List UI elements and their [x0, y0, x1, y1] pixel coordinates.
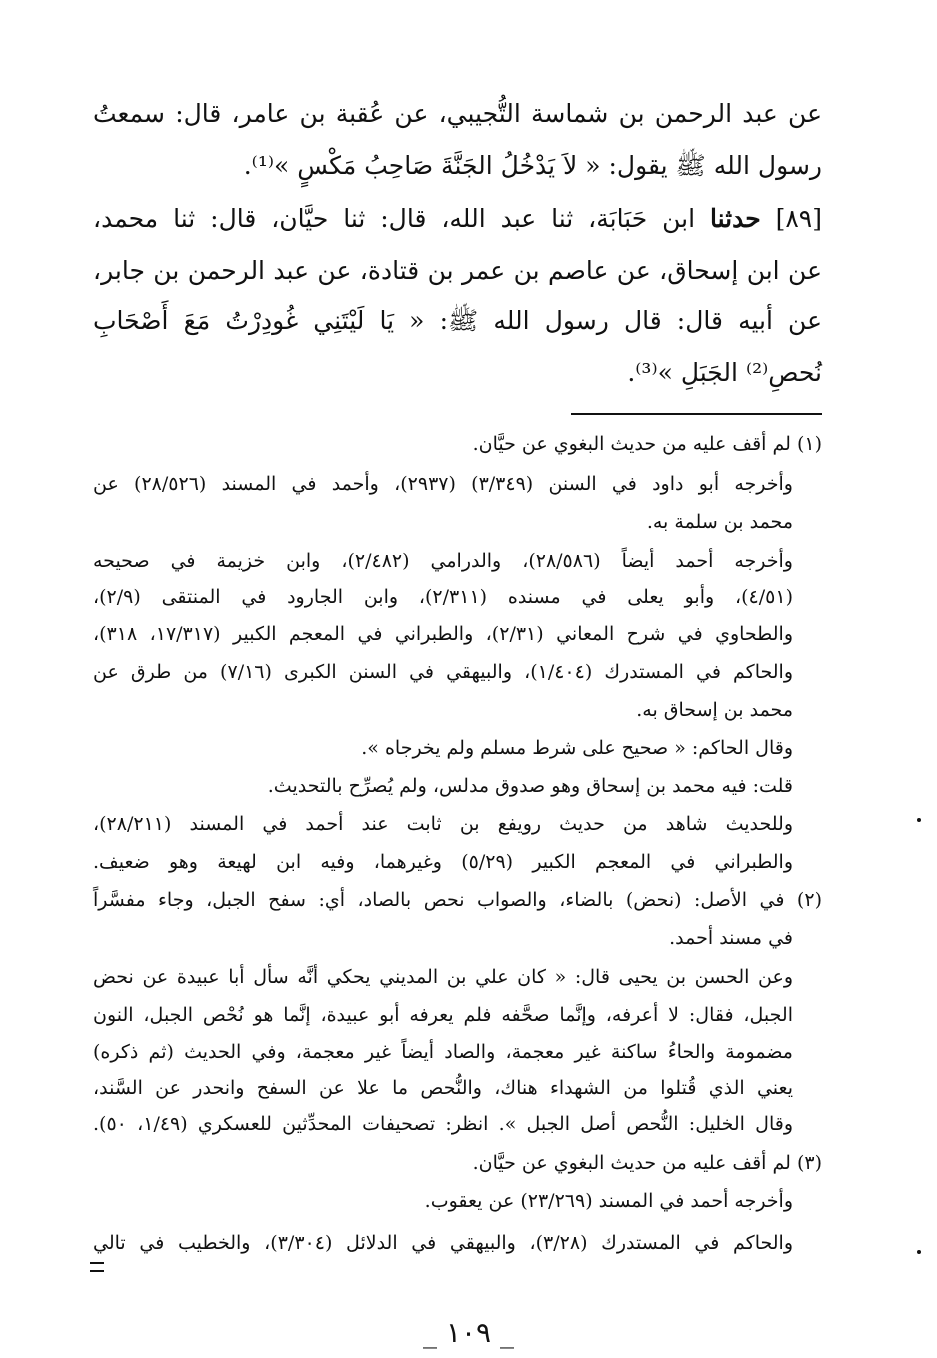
main-line-3-hadith-89: [٨٩] حدثنا ابن حَبَابَة، ثنا عبد الله، قال: ثنا حيَّان، قال: ثنا محمد،	[93, 204, 822, 233]
footnote-2-line-6: يعني الذي قُتلوا من الشهداء هناك، والنُّحص ما علا عن السفح وانحدر عن السَّند،	[93, 1077, 793, 1099]
main-line-5: عن أبيه قال: قال رسول الله ﷺ: « يَا لَيْتَنِي غُودِرْتُ مَعَ أَصْحَابِ	[93, 306, 822, 335]
footnote-2-line-7: وقال الخليل: النُّحص أصل الجبل ». انظر: تصحيفات المحدِّثين للعسكري (١/٤٩، ٥٠).	[93, 1113, 794, 1135]
footnote-1-line-4: وأخرجه أحمد أيضاً (٢٨/٥٨٦)، والدرامي (٢/٤٨٢)، وابن خزيمة في صحيحه	[93, 550, 793, 572]
footnote-2-line-1: (٢) في الأصل: (نحض) بالضاء، والصواب نحص بالصاد، أي: سفح الجبل، وجاء مفسَّراً	[93, 889, 822, 911]
footnote-3-line-2: وأخرجه أحمد في المسند (٢٣/٢٦٩) عن يعقوب.	[424, 1190, 793, 1212]
footnote-1-line-9: وقال الحاكم: « صحيح على شرط مسلم ولم يخرجاه ».	[361, 737, 793, 759]
footnote-1-line-1: (١) لم أقف عليه من حديث البغوي عن حيَّان.	[472, 433, 822, 455]
footnote-separator	[571, 413, 822, 415]
footnote-2-line-4: الجبل، فقال: لا أعرفه، وإنَّما صحَّفه فلم يعرفه أبو عبيدة، إنَّما هو نُحْص الجبل، النون	[93, 1004, 793, 1026]
footnote-3-line-1: (٣) لم أقف عليه من حديث البغوي عن حيَّان.	[472, 1152, 822, 1174]
footnote-1-line-10: قلت: فيه محمد بن إسحاق وهو صدوق مدلس، ولم يُصرِّح بالتحديث.	[267, 775, 793, 797]
footnote-3-line-3: والحاكم في المستدرك (٣/٢٨)، والبيهقي في الدلائل (٣/٣٠٤)، والخطيب في تالي	[93, 1232, 793, 1254]
main-line-6: نُحصِ⁽²⁾ الجَبَلِ »⁽³⁾.	[627, 358, 822, 387]
footnote-1-line-8: محمد بن إسحاق به.	[636, 699, 793, 721]
footnote-1-line-2: وأخرجه أبو داود في السنن (٣/٣٤٩) (٢٩٣٧)، وأحمد في المسند (٢٨/٥٢٦) عن	[93, 473, 793, 495]
main-line-1: عن عبد الرحمن بن شماسة التُّجيبي، عن عُقبة بن عامر، قال: سمعتُ	[93, 99, 822, 128]
main-line-4: عن ابن إسحاق، عن عاصم بن عمر بن قتادة، عن عبد الرحمن بن جابر،	[93, 256, 822, 285]
footnote-1-line-11: وللحديث شاهد من حديث رويفع بن ثابت عند أحمد في المسند (٢٨/٢١١)،	[93, 813, 793, 835]
margin-dot	[917, 818, 921, 822]
footnote-1-line-7: والحاكم في المستدرك (١/٤٠٤)، والبيهقي في السنن الكبرى (٧/١٦) من طرق عن	[93, 661, 793, 683]
margin-dot	[917, 1250, 921, 1254]
footnote-1-line-6: والطحاوي في شرح المعاني (٢/٣١)، والطبراني في المعجم الكبير (١٧/٣١٧، ٣١٨)،	[93, 623, 793, 645]
footnote-1-line-3: محمد بن سلمة به.	[646, 511, 793, 533]
footnote-2-line-2: في مسند أحمد.	[669, 927, 793, 949]
main-line-2: رسول الله ﷺ يقول: « لاَ يَدْخُلُ الجَنَّةَ صَاحِبُ مَكْسٍ »⁽¹⁾.	[243, 151, 822, 180]
footnote-2-line-3: وعن الحسن بن يحيى قال: « كان علي بن المديني يحكي أنَّه سأل أبا عبيدة عن نحض	[93, 966, 793, 988]
page-number: _ ١٠٩ _	[423, 1316, 514, 1349]
footnote-1-line-12: والطبراني في المعجم الكبير (٥/٢٩) وغيرهما، وفيه ابن لهيعة وهو ضعيف.	[93, 851, 794, 873]
footnote-1-line-5: (٤/٥١)، وأبو يعلى في مسنده (٢/٣١١)، وابن الجارود في المنتقى (٢/٩)،	[93, 586, 793, 608]
footnote-2-line-5: مضمومة والحاءُ ساكنة غير معجمة، والصاد أيضاً غير معجمة، وفي الحديث (ثم ذكره)	[93, 1041, 793, 1063]
continuation-mark	[90, 1262, 104, 1272]
